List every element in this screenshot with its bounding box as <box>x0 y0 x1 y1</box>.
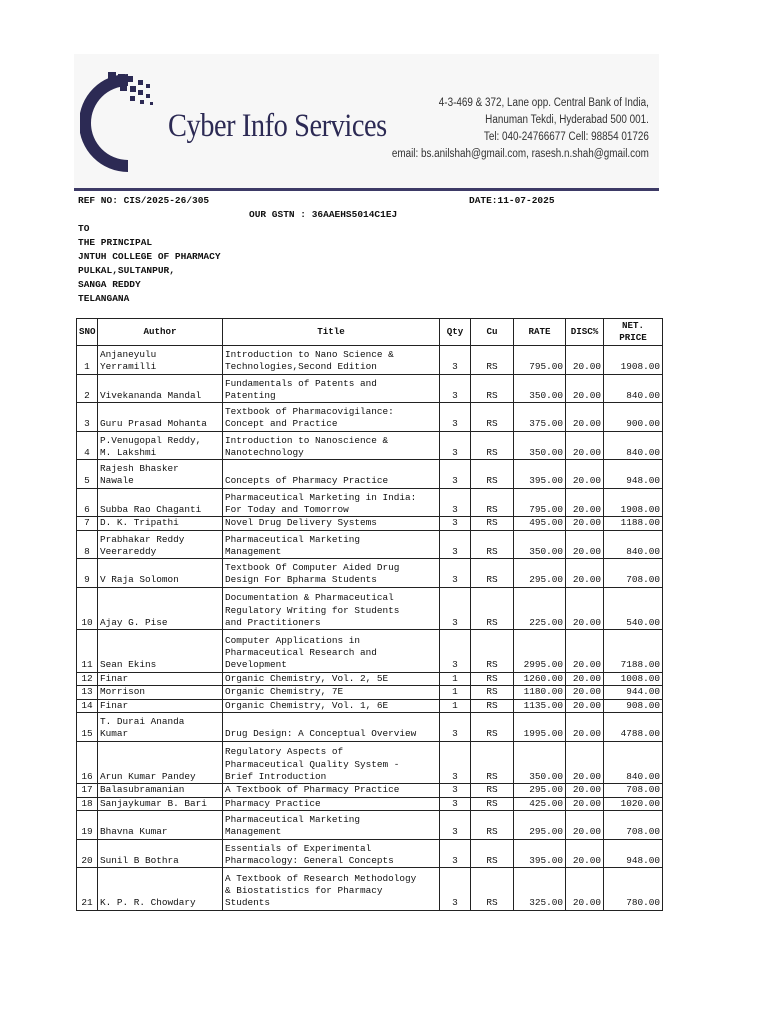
cell-title: Textbook of Pharmacovigilance: Concept and Practice <box>223 403 440 432</box>
cell-qty: 1 <box>440 672 471 686</box>
cell-net-price: 1908.00 <box>604 488 663 517</box>
cell-sno: 7 <box>77 517 98 531</box>
column-header-net-price: NET. PRICE <box>604 319 663 346</box>
cell-discount: 20.00 <box>566 374 604 403</box>
cell-author: P.Venugopal Reddy, M. Lakshmi <box>98 431 223 460</box>
cell-discount: 20.00 <box>566 517 604 531</box>
cell-author: Vivekananda Mandal <box>98 374 223 403</box>
cell-currency: RS <box>471 784 514 798</box>
cell-rate: 425.00 <box>514 797 566 811</box>
cell-currency: RS <box>471 460 514 489</box>
cell-sno: 3 <box>77 403 98 432</box>
cell-author: Rajesh Bhasker Nawale <box>98 460 223 489</box>
cell-author: Finar <box>98 672 223 686</box>
cell-discount: 20.00 <box>566 713 604 742</box>
column-header-rate: RATE <box>514 319 566 346</box>
table-row <box>77 403 663 432</box>
cell-rate: 395.00 <box>514 839 566 868</box>
cell-title: Documentation & Pharmaceutical Regulatory Writing for Students and Practitioners <box>223 587 440 630</box>
cell-qty: 3 <box>440 587 471 630</box>
cell-discount: 20.00 <box>566 672 604 686</box>
cell-sno: 8 <box>77 530 98 559</box>
cell-sno: 17 <box>77 784 98 798</box>
cell-rate: 795.00 <box>514 346 566 375</box>
cell-net-price: 840.00 <box>604 741 663 784</box>
cell-rate: 350.00 <box>514 374 566 403</box>
recipient-line: TELANGANA <box>78 292 130 304</box>
column-header-cu: Cu <box>471 319 514 346</box>
cell-sno: 16 <box>77 741 98 784</box>
cell-net-price: 1908.00 <box>604 346 663 375</box>
table-row <box>77 630 663 673</box>
gstn: OUR GSTN : 36AAEHS5014C1EJ <box>249 209 398 220</box>
cell-net-price: 840.00 <box>604 374 663 403</box>
cell-title: Organic Chemistry, 7E <box>223 686 440 700</box>
cell-net-price: 944.00 <box>604 686 663 700</box>
cell-sno: 12 <box>77 672 98 686</box>
cell-qty: 3 <box>440 868 471 911</box>
cell-qty: 3 <box>440 839 471 868</box>
cell-rate: 350.00 <box>514 530 566 559</box>
cell-author: Subba Rao Chaganti <box>98 488 223 517</box>
cell-title: Pharmaceutical Marketing in India: For Today and Tomorrow <box>223 488 440 517</box>
cell-currency: RS <box>471 797 514 811</box>
table-row <box>77 868 663 911</box>
address-line-2: Hanuman Tekdi, Hyderabad 500 001. <box>485 114 649 126</box>
cell-title: Drug Design: A Conceptual Overview <box>223 713 440 742</box>
cell-currency: RS <box>471 672 514 686</box>
cell-sno: 15 <box>77 713 98 742</box>
table-row <box>77 374 663 403</box>
cell-qty: 3 <box>440 811 471 840</box>
cell-title: Organic Chemistry, Vol. 2, 5E <box>223 672 440 686</box>
cell-qty: 3 <box>440 431 471 460</box>
cell-net-price: 540.00 <box>604 587 663 630</box>
table-header-row <box>77 319 663 346</box>
cell-sno: 10 <box>77 587 98 630</box>
cell-discount: 20.00 <box>566 630 604 673</box>
recipient-line: SANGA REDDY <box>78 278 141 290</box>
cell-rate: 295.00 <box>514 559 566 588</box>
cell-title: Concepts of Pharmacy Practice <box>223 460 440 489</box>
company-logo <box>80 68 160 178</box>
cell-net-price: 780.00 <box>604 868 663 911</box>
cell-sno: 4 <box>77 431 98 460</box>
cell-rate: 1135.00 <box>514 699 566 713</box>
cell-net-price: 708.00 <box>604 559 663 588</box>
table-row <box>77 839 663 868</box>
cell-author: Prabhakar Reddy Veerareddy <box>98 530 223 559</box>
column-header-title: Title <box>223 319 440 346</box>
cell-sno: 21 <box>77 868 98 911</box>
cell-title: Computer Applications in Pharmaceutical Research and Development <box>223 630 440 673</box>
cell-discount: 20.00 <box>566 797 604 811</box>
table-body <box>77 346 663 911</box>
column-header-author: Author <box>98 319 223 346</box>
cell-title: Textbook Of Computer Aided Drug Design For Bpharma Students <box>223 559 440 588</box>
cell-qty: 3 <box>440 374 471 403</box>
cell-author: Finar <box>98 699 223 713</box>
table-row <box>77 488 663 517</box>
column-header-sno: SNO <box>77 319 98 346</box>
table-row <box>77 797 663 811</box>
table-row <box>77 460 663 489</box>
cell-sno: 6 <box>77 488 98 517</box>
cell-qty: 3 <box>440 460 471 489</box>
cell-discount: 20.00 <box>566 587 604 630</box>
cell-author: Guru Prasad Mohanta <box>98 403 223 432</box>
cell-currency: RS <box>471 488 514 517</box>
cell-discount: 20.00 <box>566 488 604 517</box>
company-name: Cyber Info Services <box>168 108 387 144</box>
cell-author: Sean Ekins <box>98 630 223 673</box>
cell-net-price: 840.00 <box>604 431 663 460</box>
cell-rate: 375.00 <box>514 403 566 432</box>
cell-net-price: 908.00 <box>604 699 663 713</box>
cell-author: V Raja Solomon <box>98 559 223 588</box>
cell-sno: 2 <box>77 374 98 403</box>
cell-rate: 1180.00 <box>514 686 566 700</box>
cell-author: Anjaneyulu Yerramilli <box>98 346 223 375</box>
cell-qty: 3 <box>440 713 471 742</box>
cell-discount: 20.00 <box>566 811 604 840</box>
cell-sno: 20 <box>77 839 98 868</box>
address-line-1: 4-3-469 & 372, Lane opp. Central Bank of India, <box>438 97 649 109</box>
cell-currency: RS <box>471 713 514 742</box>
cell-rate: 795.00 <box>514 488 566 517</box>
book-list-table <box>76 318 663 911</box>
table-row <box>77 811 663 840</box>
cell-author: Bhavna Kumar <box>98 811 223 840</box>
cell-net-price: 840.00 <box>604 530 663 559</box>
table-row <box>77 559 663 588</box>
letterhead-divider <box>74 188 659 191</box>
cell-net-price: 1188.00 <box>604 517 663 531</box>
table-row <box>77 713 663 742</box>
table-row <box>77 686 663 700</box>
cell-title: Introduction to Nanoscience & Nanotechnology <box>223 431 440 460</box>
cell-net-price: 948.00 <box>604 460 663 489</box>
cell-title: A Textbook of Pharmacy Practice <box>223 784 440 798</box>
cell-qty: 3 <box>440 403 471 432</box>
cell-currency: RS <box>471 741 514 784</box>
cell-discount: 20.00 <box>566 460 604 489</box>
cell-rate: 1260.00 <box>514 672 566 686</box>
cell-sno: 19 <box>77 811 98 840</box>
cell-qty: 1 <box>440 686 471 700</box>
cell-rate: 225.00 <box>514 587 566 630</box>
cell-author: Sunil B Bothra <box>98 839 223 868</box>
cell-currency: RS <box>471 559 514 588</box>
table-row <box>77 517 663 531</box>
cell-title: Pharmacy Practice <box>223 797 440 811</box>
cell-currency: RS <box>471 346 514 375</box>
cell-net-price: 900.00 <box>604 403 663 432</box>
cell-title: Pharmaceutical Marketing Management <box>223 530 440 559</box>
cell-rate: 295.00 <box>514 784 566 798</box>
cell-sno: 9 <box>77 559 98 588</box>
cell-title: Organic Chemistry, Vol. 1, 6E <box>223 699 440 713</box>
cell-rate: 495.00 <box>514 517 566 531</box>
recipient-line: JNTUH COLLEGE OF PHARMACY <box>78 250 221 262</box>
cell-currency: RS <box>471 431 514 460</box>
table-row <box>77 431 663 460</box>
cell-currency: RS <box>471 699 514 713</box>
cell-title: Pharmaceutical Marketing Management <box>223 811 440 840</box>
cell-sno: 14 <box>77 699 98 713</box>
cell-net-price: 1008.00 <box>604 672 663 686</box>
cell-sno: 5 <box>77 460 98 489</box>
table-row <box>77 346 663 375</box>
letterhead <box>74 54 659 190</box>
cell-sno: 1 <box>77 346 98 375</box>
cell-currency: RS <box>471 811 514 840</box>
cell-qty: 3 <box>440 346 471 375</box>
cell-discount: 20.00 <box>566 346 604 375</box>
cell-title: Fundamentals of Patents and Patenting <box>223 374 440 403</box>
cell-qty: 3 <box>440 488 471 517</box>
cell-qty: 3 <box>440 797 471 811</box>
cell-author: D. K. Tripathi <box>98 517 223 531</box>
cell-author: K. P. R. Chowdary <box>98 868 223 911</box>
cell-title: Novel Drug Delivery Systems <box>223 517 440 531</box>
column-header-qty: Qty <box>440 319 471 346</box>
cell-currency: RS <box>471 517 514 531</box>
cell-currency: RS <box>471 403 514 432</box>
cell-title: A Textbook of Research Methodology & Biostatistics for Pharmacy Students <box>223 868 440 911</box>
cell-discount: 20.00 <box>566 868 604 911</box>
table-row <box>77 530 663 559</box>
cell-author: Morrison <box>98 686 223 700</box>
table-row <box>77 587 663 630</box>
cell-sno: 18 <box>77 797 98 811</box>
cell-title: Introduction to Nano Science & Technologies,Second Edition <box>223 346 440 375</box>
cell-discount: 20.00 <box>566 559 604 588</box>
cell-discount: 20.00 <box>566 403 604 432</box>
cell-currency: RS <box>471 587 514 630</box>
cell-currency: RS <box>471 530 514 559</box>
cell-author: Ajay G. Pise <box>98 587 223 630</box>
cell-rate: 295.00 <box>514 811 566 840</box>
cell-rate: 325.00 <box>514 868 566 911</box>
cell-net-price: 1020.00 <box>604 797 663 811</box>
cell-qty: 3 <box>440 530 471 559</box>
cell-qty: 3 <box>440 559 471 588</box>
cell-author: Arun Kumar Pandey <box>98 741 223 784</box>
recipient-line: THE PRINCIPAL <box>78 236 153 248</box>
cell-discount: 20.00 <box>566 530 604 559</box>
cell-qty: 3 <box>440 517 471 531</box>
cell-currency: RS <box>471 839 514 868</box>
cell-qty: 3 <box>440 630 471 673</box>
table-row <box>77 699 663 713</box>
cell-net-price: 7188.00 <box>604 630 663 673</box>
cell-title: Regulatory Aspects of Pharmaceutical Quality System - Brief Introduction <box>223 741 440 784</box>
cell-qty: 3 <box>440 741 471 784</box>
cell-net-price: 708.00 <box>604 811 663 840</box>
email: email: bs.anilshah@gmail.com, rasesh.n.shah@gmail.com <box>391 148 649 160</box>
cell-sno: 11 <box>77 630 98 673</box>
cell-rate: 350.00 <box>514 431 566 460</box>
cell-rate: 395.00 <box>514 460 566 489</box>
cell-currency: RS <box>471 868 514 911</box>
cell-title: Essentials of Experimental Pharmacology: General Concepts <box>223 839 440 868</box>
cell-author: Balasubramanian <box>98 784 223 798</box>
cell-currency: RS <box>471 374 514 403</box>
cell-discount: 20.00 <box>566 741 604 784</box>
date: DATE:11-07-2025 <box>469 195 555 206</box>
cell-discount: 20.00 <box>566 784 604 798</box>
recipient-line: PULKAL,SULTANPUR, <box>78 264 175 276</box>
cell-discount: 20.00 <box>566 839 604 868</box>
ref-number: REF NO: CIS/2025-26/305 <box>78 195 210 206</box>
cell-qty: 3 <box>440 784 471 798</box>
column-header-disc: DISC% <box>566 319 604 346</box>
recipient-address <box>78 222 221 305</box>
cell-qty: 1 <box>440 699 471 713</box>
cell-sno: 13 <box>77 686 98 700</box>
cell-net-price: 708.00 <box>604 784 663 798</box>
table-row <box>77 672 663 686</box>
cell-discount: 20.00 <box>566 431 604 460</box>
recipient-to: TO <box>78 223 90 234</box>
cell-net-price: 4788.00 <box>604 713 663 742</box>
table-row <box>77 784 663 798</box>
cell-currency: RS <box>471 630 514 673</box>
cell-discount: 20.00 <box>566 686 604 700</box>
table-row <box>77 741 663 784</box>
phone: Tel: 040-24766677 Cell: 98854 01726 <box>484 131 649 143</box>
cell-author: T. Durai Ananda Kumar <box>98 713 223 742</box>
cell-rate: 1995.00 <box>514 713 566 742</box>
cell-author: Sanjaykumar B. Bari <box>98 797 223 811</box>
cell-currency: RS <box>471 686 514 700</box>
cell-rate: 2995.00 <box>514 630 566 673</box>
cell-rate: 350.00 <box>514 741 566 784</box>
company-address <box>392 95 649 163</box>
cell-discount: 20.00 <box>566 699 604 713</box>
cell-net-price: 948.00 <box>604 839 663 868</box>
